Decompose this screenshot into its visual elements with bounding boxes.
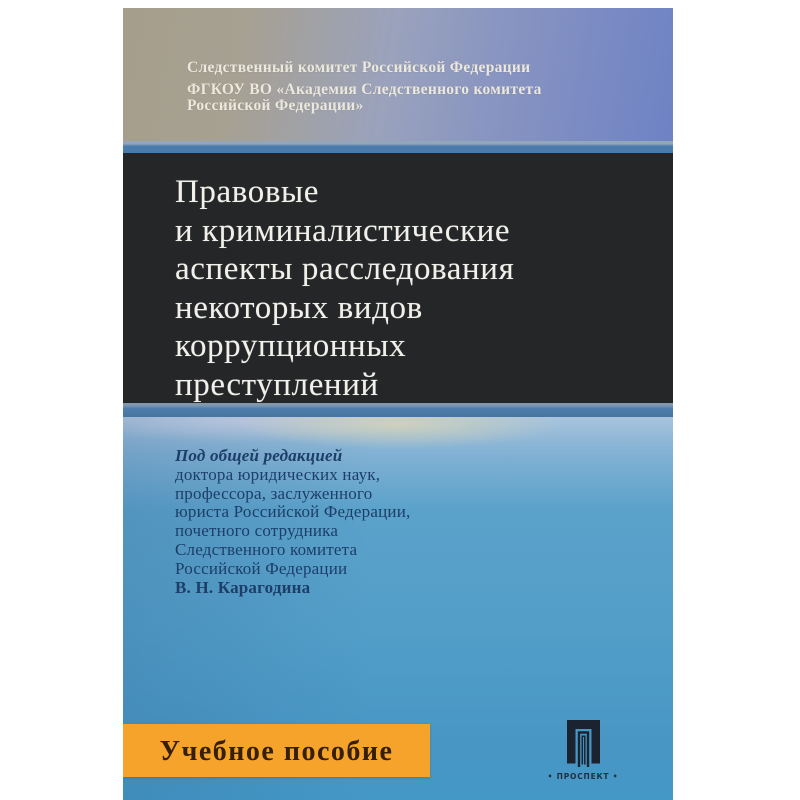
divider-stripe-top bbox=[123, 141, 673, 153]
editors-line: почетного сотрудника bbox=[175, 521, 339, 541]
book-title-line: некоторых видов bbox=[175, 289, 423, 326]
edition-type-badge bbox=[123, 724, 430, 777]
book-title-line: коррупционных bbox=[175, 328, 407, 364]
editors-line: Следственного комитета bbox=[175, 539, 358, 559]
lower-band bbox=[123, 417, 673, 800]
publisher-header-line: ФГКОУ ВО «Академия Следственного комитета bbox=[187, 80, 542, 98]
prospekt-gate-icon bbox=[567, 720, 600, 770]
title-band bbox=[123, 153, 673, 403]
editors-lead: Под общей редакцией bbox=[175, 446, 343, 465]
book-cover bbox=[123, 8, 673, 800]
edition-type-label: Учебное пособие bbox=[159, 735, 394, 767]
editors-line: Российской Федерации bbox=[175, 558, 348, 578]
editors-line: доктора юридических наук, bbox=[175, 464, 381, 484]
divider-stripe-bottom bbox=[123, 403, 673, 417]
editor-name: В. Н. Карагодина bbox=[175, 577, 311, 597]
book-title-line: аспекты расследования bbox=[175, 251, 515, 287]
publisher-header bbox=[187, 60, 542, 115]
book-title-line: Правовые bbox=[175, 174, 320, 210]
book-title bbox=[123, 153, 673, 404]
editors-line: юриста Российской Федерации, bbox=[175, 502, 411, 522]
editors-block bbox=[175, 447, 410, 597]
top-band bbox=[123, 8, 673, 141]
publisher-header-line: Российской Федерации» bbox=[187, 97, 364, 114]
publisher-header-line: Следственный комитет Российской Федерации bbox=[187, 59, 531, 76]
book-title-line: преступлений bbox=[175, 366, 379, 403]
book-title-line: и криминалистические bbox=[175, 212, 511, 249]
publisher-logo-caption: • ПРОСПЕКТ • bbox=[547, 772, 619, 781]
editors-line: профессора, заслуженного bbox=[175, 483, 373, 503]
publisher-logo bbox=[547, 720, 619, 781]
